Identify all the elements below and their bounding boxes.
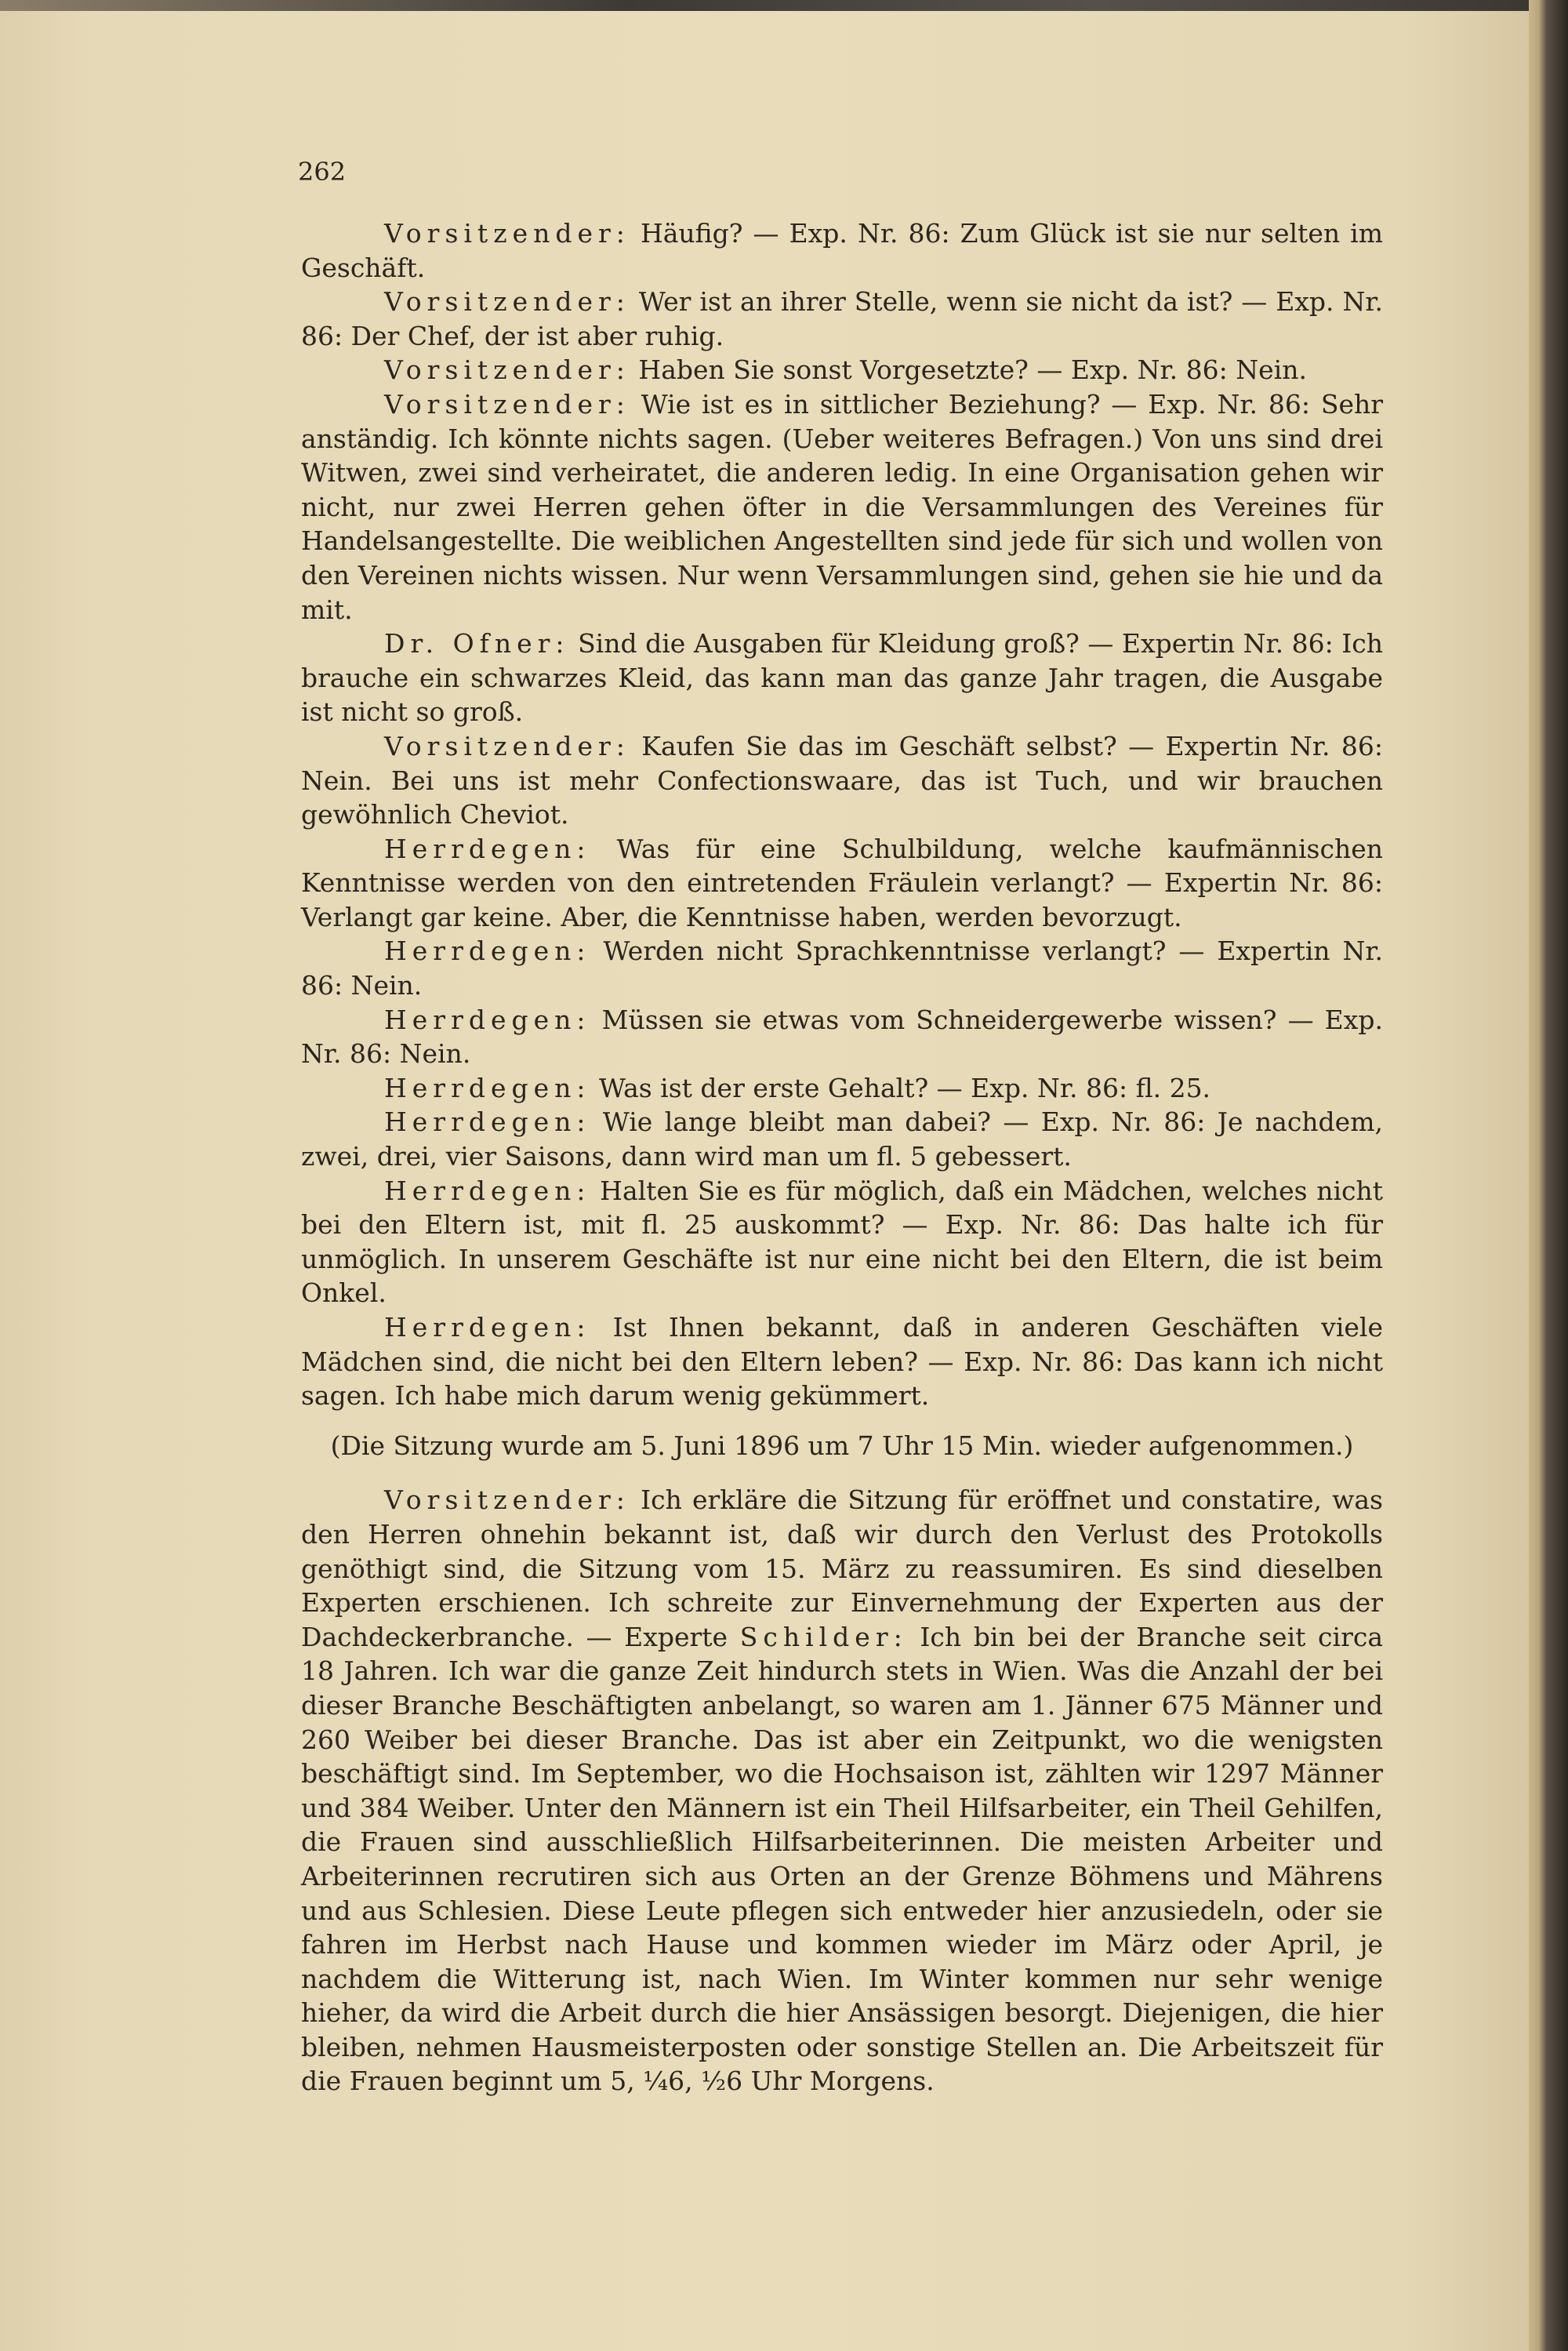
paragraph — [301, 285, 1383, 353]
speaker-name: Herrdegen: — [384, 1312, 591, 1343]
paragraph — [301, 1105, 1383, 1173]
paragraph-text: Ich bin bei der Branche seit circa 18 Jahren. Ich war die ganze Zeit hindurch stets in Wien. Was die Anzahl der bei dieser Branche Beschäftigten anbelangt, so waren am 1. Jänner 675 Männer und 260 Weiber bei dieser Branche. Das ist aber ein Zeitpunkt, wo die wenigsten beschäftigt sind. Im September, wo die Hochsaison ist, zählten wir 1297 Männer und 384 Weiber. Unter den Männern ist ein Theil Hilfsarbeiter, ein Theil Gehilfen, die Frauen sind ausschließlich Hilfsarbeiterinnen. Die meisten Arbeiter und Arbeiterinnen recrutiren sich aus Orten an der Grenze Böhmens und Mährens und aus Schlesien. Diese Leute pflegen sich entweder hier anzusiedeln, oder sie fahren im Herbst nach Hause und kommen wieder im März oder April, je nachdem die Witterung ist, nach Wien. Im Winter kommen nur sehr wenige hieher, da wird die Arbeit durch die hier Ansässigen besorgt. Diejenigen, die hier bleiben, nehmen Hausmeisterposten oder sonstige Stellen an. Die Arbeitszeit für die Frauen beginnt um 5, ¼6, ½6 Uhr Morgens. — [301, 1621, 1384, 2097]
speaker-name: Herrdegen: — [384, 833, 591, 864]
paragraph — [301, 353, 1383, 387]
speaker-name: Vorsitzender: — [384, 730, 630, 761]
speaker-name: Vorsitzender: — [384, 218, 630, 249]
paragraph-text: Was ist der erste Gehalt? — Exp. Nr. 86: fl. 25. — [590, 1072, 1211, 1103]
top-edge — [0, 0, 1568, 11]
speaker-name: Herrdegen: — [384, 1175, 591, 1206]
paragraph-text: Kaufen Sie das im Geschäft selbst? — Expertin Nr. 86: Nein. Bei uns ist mehr Confectionswaare, das ist Tuch, und wir brauchen gewöhnlich Cheviot. — [301, 730, 1383, 830]
paragraph — [301, 934, 1383, 1002]
paragraph-text: Haben Sie sonst Vorgesetzte? — Exp. Nr. 86: Nein. — [630, 354, 1307, 386]
speaker-name: Vorsitzender: — [384, 388, 630, 420]
paragraph — [301, 216, 1383, 285]
paragraph-text: Ist Ihnen bekannt, daß in anderen Geschäften viele Mädchen sind, die nicht bei den Eltern leben? — Exp. Nr. 86: Das kann ich nicht sagen. Ich habe mich darum wenig gekümmert. — [301, 1312, 1383, 1412]
speaker-name: Vorsitzender: — [384, 1484, 630, 1516]
paragraph — [301, 1483, 1383, 2098]
speaker-name: Vorsitzender: — [384, 286, 630, 318]
paragraph-text: Werden nicht Sprachkenntnisse verlangt? — Expertin Nr. 86: Nein. — [301, 936, 1383, 1001]
paragraph-text: Wie ist es in sittlicher Beziehung? — Exp. Nr. 86: Sehr anständig. Ich könnte nichts sagen. (Ueber weiteres Befragen.) Von uns sind drei Witwen, zwei sind verheiratet, die anderen ledig. In eine Organisation gehen wir nicht, nur zwei Herren gehen öfter in die Versammlungen des Vereines für Handelsangestellte. Die weiblichen Angestellten sind jede für sich und wollen von den Vereinen nichts wissen. Nur wenn Versammlungen sind, gehen sie hie und da mit. — [301, 388, 1383, 625]
paragraph — [301, 1071, 1383, 1106]
paragraph — [301, 832, 1383, 935]
page-body — [301, 216, 1383, 2098]
paragraph-text: Ich erkläre die Sitzung für eröffnet und constatire, was den Herren ohnehin bekannt ist, daß wir durch den Verlust des Protokolls genöthigt sind, die Sitzung vom 15. März zu reassumiren. Es sind dieselben Experten erschienen. Ich schreite zur Einvernehmung der Experten aus der Dachdeckerbranche. — Experte — [301, 1484, 1383, 1652]
session-note: (Die Sitzung wurde am 5. Juni 1896 um 7 Uhr 15 Min. wieder aufgenommen.) — [330, 1430, 1354, 1461]
paragraph-text: Wie lange bleibt man dabei? — Exp. Nr. 86: Je nachdem, zwei, drei, vier Saisons, dann wird man um fl. 5 gebessert. — [301, 1106, 1383, 1172]
book-spine-edge — [1529, 0, 1568, 2351]
speaker-name: Herrdegen: — [384, 1072, 591, 1103]
paragraph-text: Häufig? — Exp. Nr. 86: Zum Glück ist sie nur selten im Geschäft. — [301, 218, 1383, 283]
paragraph-text: Sind die Ausgaben für Kleidung groß? — Expertin Nr. 86: Ich brauche ein schwarzes Kleid, das kann man das ganze Jahr tragen, die Ausgabe ist nicht so groß. — [301, 628, 1384, 728]
paragraph — [301, 1310, 1383, 1413]
page-number: 262 — [298, 157, 347, 187]
paragraph — [301, 1174, 1383, 1310]
speaker-name: Vorsitzender: — [384, 354, 630, 386]
paragraph — [301, 627, 1383, 729]
paragraph — [301, 1003, 1383, 1071]
paragraph-text: Wer ist an ihrer Stelle, wenn sie nicht da ist? — Exp. Nr. 86: Der Chef, der ist aber ruhig. — [301, 286, 1383, 351]
paragraph — [301, 387, 1383, 627]
paragraph — [301, 729, 1383, 832]
speaker-name: Herrdegen: — [384, 1106, 591, 1138]
speaker-name: Herrdegen: — [384, 936, 591, 967]
paragraph-text: Müssen sie etwas vom Schneidergewerbe wissen? — Exp. Nr. 86: Nein. — [301, 1004, 1383, 1070]
speaker-name: Dr. Ofner: — [384, 628, 570, 660]
paragraph-text: Was für eine Schulbildung, welche kaufmännischen Kenntnisse werden von den eintretenden Fräulein verlangt? — Expertin Nr. 86: Verlangt gar keine. Aber, die Kenntnisse haben, werden bevorzugt. — [301, 833, 1383, 932]
expert-name: Schilder: — [739, 1621, 908, 1652]
paragraph-text: Halten Sie es für möglich, daß ein Mädchen, welches nicht bei den Eltern ist, mit fl. 25 auskommt? — Exp. Nr. 86: Das halte ich für unmöglich. In unserem Geschäfte ist nur eine nicht bei den Eltern, die ist beim Onkel. — [301, 1175, 1383, 1309]
speaker-name: Herrdegen: — [384, 1004, 591, 1035]
